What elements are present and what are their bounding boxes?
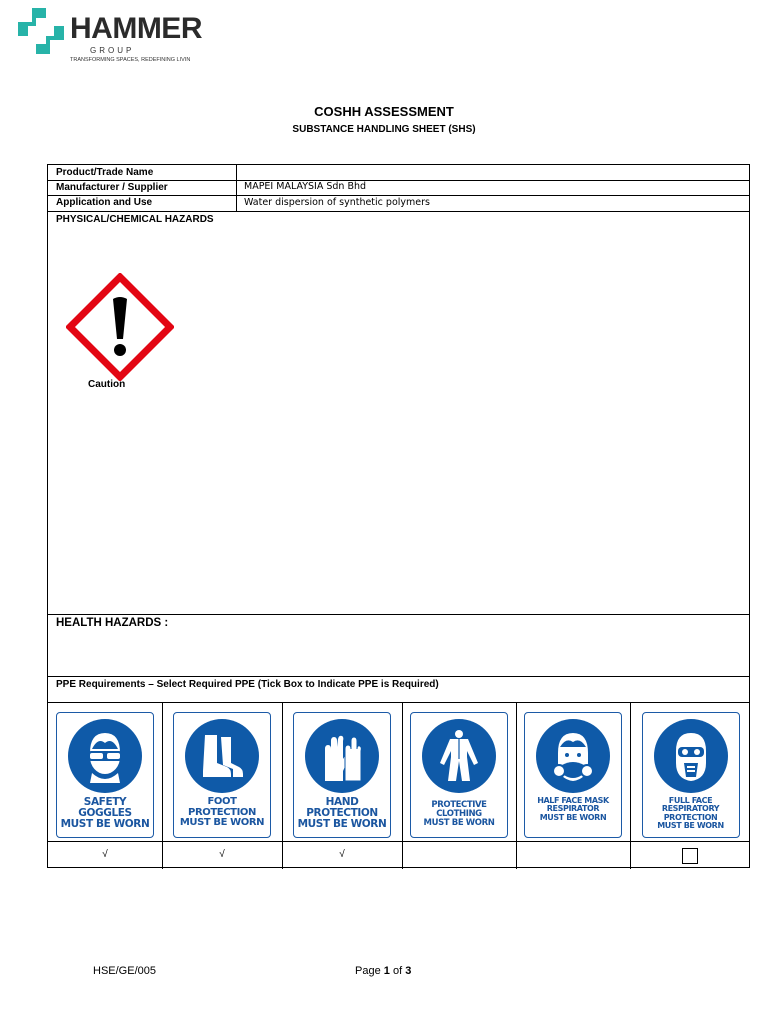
half-mask-icon bbox=[536, 719, 610, 793]
sign-caption-line2: MUST BE WORN bbox=[60, 818, 150, 831]
manufacturer-label: Manufacturer / Supplier bbox=[56, 182, 168, 193]
protective-clothing-sign bbox=[410, 712, 508, 838]
application-field[interactable]: Water dispersion of synthetic polymers bbox=[244, 197, 430, 208]
goggles-icon bbox=[68, 719, 142, 793]
exclamation-mark-icon bbox=[66, 273, 174, 381]
hand-protection-sign bbox=[293, 712, 391, 838]
page-current: 1 bbox=[383, 965, 390, 977]
safety-goggles-sign bbox=[56, 712, 154, 838]
sign-caption-line2: MUST BE WORN bbox=[423, 817, 495, 828]
page-of: of bbox=[392, 965, 403, 977]
page-total: 3 bbox=[405, 965, 412, 977]
ppe-signs-row bbox=[48, 702, 749, 841]
hammer-cross-logo-icon bbox=[18, 8, 64, 54]
logo-name: HAMMER bbox=[70, 12, 202, 45]
gloves-icon bbox=[305, 719, 379, 793]
sign-caption-line1: SAFETY GOGGLES bbox=[78, 796, 132, 820]
physical-hazards-heading: PHYSICAL/CHEMICAL HAZARDS bbox=[56, 214, 214, 225]
full-face-mask-icon bbox=[654, 719, 728, 793]
sign-caption-line1: PROTECTIVE CLOTHING bbox=[431, 800, 487, 819]
ppe-cell-clothing bbox=[402, 702, 516, 841]
boot-icon bbox=[185, 719, 259, 793]
foot-tick[interactable]: √ bbox=[219, 849, 225, 860]
ppe-cell-goggles bbox=[48, 702, 162, 841]
page-indicator bbox=[355, 965, 411, 977]
product-name-label: Product/Trade Name bbox=[56, 167, 154, 178]
manufacturer-field[interactable]: MAPEI MALAYSIA Sdn Bhd bbox=[244, 181, 367, 192]
sign-caption-line2: MUST BE WORN bbox=[297, 818, 387, 831]
coverall-icon bbox=[422, 719, 496, 793]
sign-caption-line3: MUST BE WORN bbox=[539, 812, 607, 822]
hand-tick[interactable]: √ bbox=[339, 849, 345, 860]
sign-caption-line1: FOOT PROTECTION bbox=[188, 796, 256, 818]
ppe-cell-half-mask bbox=[516, 702, 630, 841]
sign-caption-line2: PROTECTION bbox=[663, 812, 718, 822]
assessment-table bbox=[47, 164, 750, 868]
half-face-mask-sign bbox=[524, 712, 622, 838]
ppe-cell-full-face bbox=[630, 702, 751, 841]
ppe-requirements-heading: PPE Requirements – Select Required PPE (Tick Box to Indicate PPE is Required) bbox=[56, 679, 439, 690]
ppe-cell-foot bbox=[162, 702, 282, 841]
foot-protection-sign bbox=[173, 712, 271, 838]
document-code: HSE/GE/005 bbox=[93, 965, 156, 977]
sign-caption-line2: RESPIRATOR bbox=[546, 804, 600, 814]
page-word: Page bbox=[355, 965, 381, 977]
full-face-tick-checkbox[interactable] bbox=[682, 848, 698, 864]
sign-caption-line1: FULL FACE RESPIRATORY bbox=[661, 796, 720, 814]
application-label: Application and Use bbox=[56, 197, 153, 208]
health-hazards-heading: HEALTH HAZARDS : bbox=[56, 617, 169, 629]
sign-caption-line1: HAND PROTECTION bbox=[306, 796, 378, 820]
logo-group: GROUP bbox=[90, 46, 135, 55]
goggles-tick[interactable]: √ bbox=[102, 849, 108, 860]
sign-caption-line1: HALF FACE MASK bbox=[537, 796, 609, 805]
document-title: COSHH ASSESSMENT bbox=[314, 104, 454, 119]
company-logo bbox=[18, 8, 238, 68]
sign-caption-line2: MUST BE WORN bbox=[179, 817, 265, 828]
ppe-tick-row bbox=[48, 841, 749, 869]
sign-caption-line3: MUST BE WORN bbox=[657, 821, 724, 831]
ppe-cell-hand bbox=[282, 702, 402, 841]
full-face-respiratory-sign bbox=[642, 712, 740, 838]
caution-label: Caution bbox=[88, 379, 126, 390]
logo-tagline: TRANSFORMING SPACES, REDEFINING LIVIN bbox=[70, 57, 191, 63]
document-subtitle: SUBSTANCE HANDLING SHEET (SHS) bbox=[292, 124, 476, 135]
